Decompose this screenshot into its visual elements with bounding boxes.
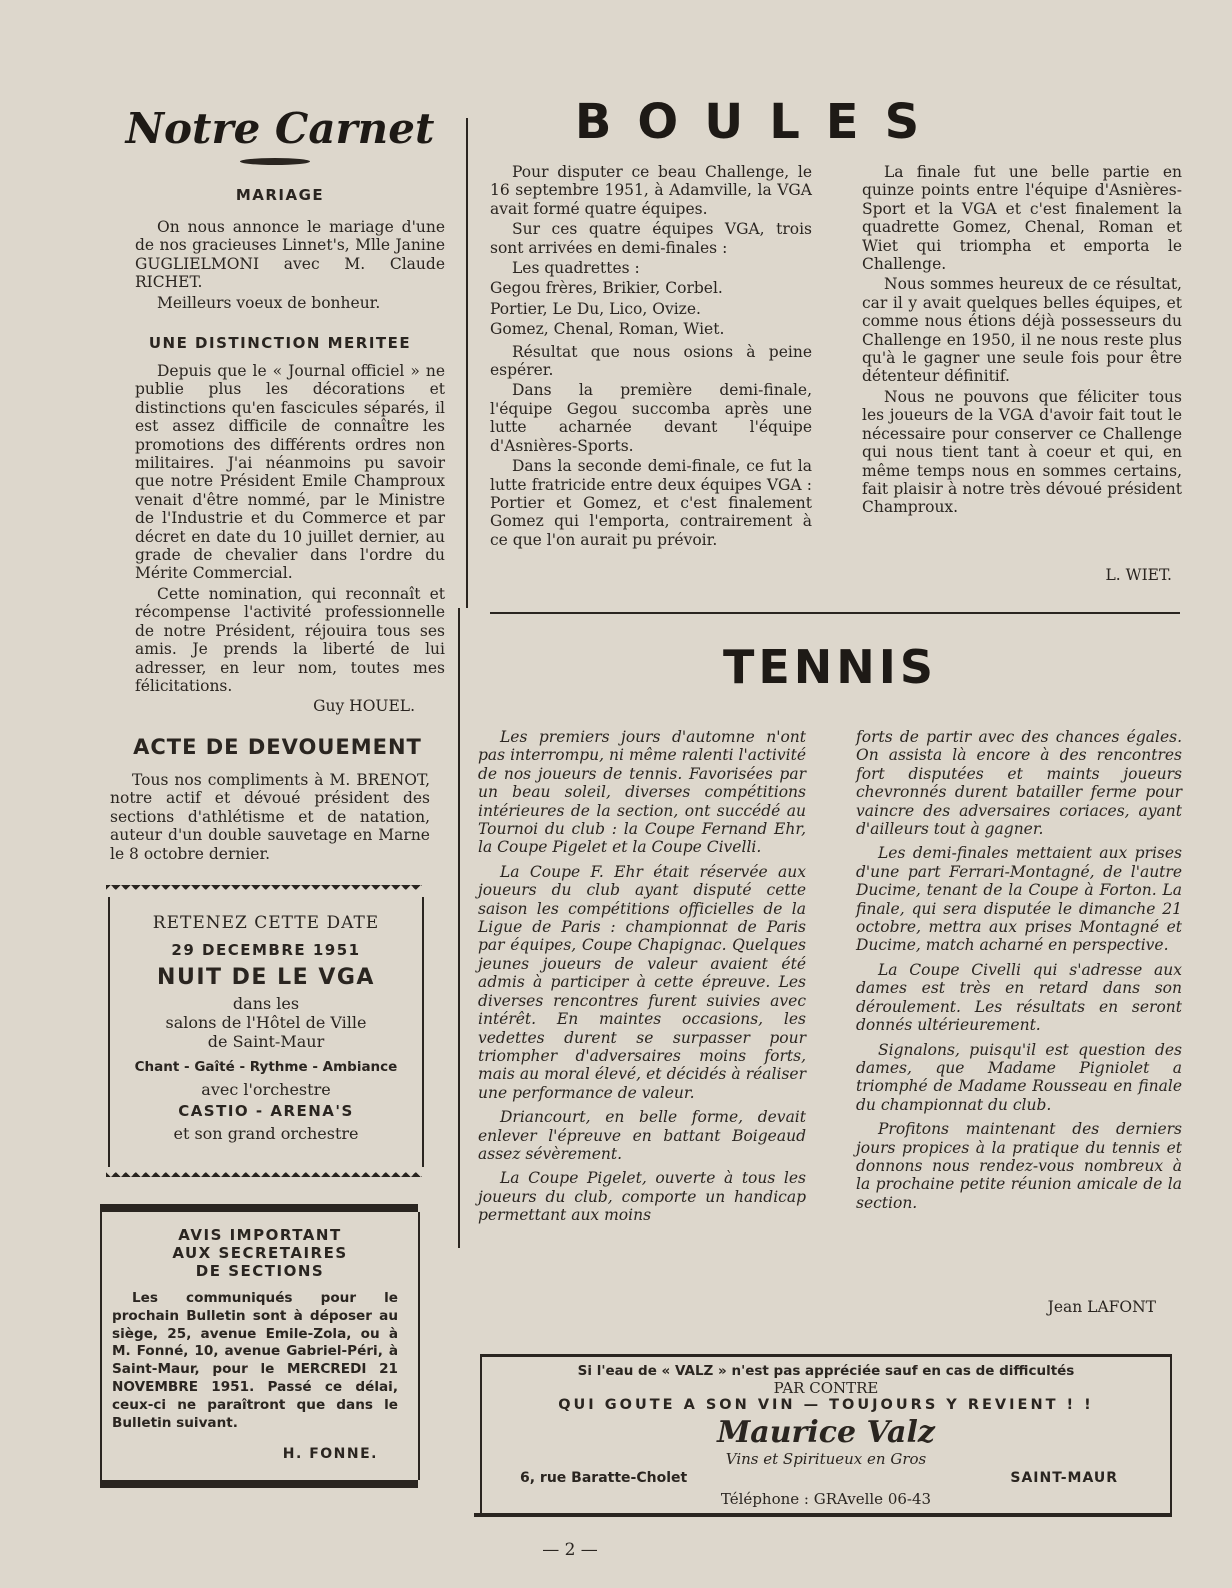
- boules-paragraph: Dans la première demi-finale, l'équipe Gegou succomba après une lutte acharnée devant l'équipe d'Asnières-Sports.: [490, 381, 812, 455]
- tennis-title: TENNIS: [722, 640, 938, 694]
- date-box-orchestra-intro: avec l'orchestre: [201, 1080, 331, 1099]
- mariage-paragraph: On nous annonce le mariage d'une de nos gracieuses Linnet's, Mlle Janine GUGLIELMONI avec M. Claude RICHET.: [135, 218, 445, 292]
- date-box-location-2: salons de l'Hôtel de Ville: [165, 1013, 367, 1032]
- tennis-paragraph: forts de partir avec des chances égales. On assista là encore à des rencontres fort disputées et maints joueurs chevronnés durent batailler ferme pour vaincre des adversaires coriaces, ayant d'ailleurs tout à gagner.: [856, 728, 1182, 839]
- ad-brand: Maurice Valz: [717, 1415, 935, 1450]
- avis-heading-3: DE SECTIONS: [195, 1262, 325, 1280]
- tennis-paragraph: Profitons maintenant des derniers jours propices à la pratique du tennis et donnons nous rendez-vous nombreux à la prochaine petite réunion amicale de la section.: [856, 1120, 1182, 1212]
- tennis-signature: Jean LAFONT: [1047, 1298, 1156, 1316]
- ad-line-3: QUI GOUTE A SON VIN — TOUJOURS Y REVIENT ! !: [558, 1397, 1094, 1413]
- distinction-paragraph: Cette nomination, qui reconnaît et récompense l'activité professionnelle de notre Président, réjouira tous ses amis. Je prends la liberté de lui adresser, en leur nom, toutes mes félicitations.: [135, 584, 445, 695]
- page-number: — 2 —: [542, 1540, 598, 1560]
- avis-body: Les communiqués pour le prochain Bulletin sont à déposer au siège, 25, avenue Emile-Zola, ou à M. Fonné, 10, avenue Gabriel-Péri, à Saint-Maur, pour le MERCREDI 21 NOVEMBRE 1951. Passé ce délai, ceux-ci ne paraîtront que dans le Bulletin suivant.: [112, 1290, 398, 1431]
- boules-paragraph: Dans la seconde demi-finale, ce fut la lutte fratricide entre deux équipes VGA : Portier et Gomez, et c'est finalement Gomez qui l'emporta, contrairement à ce que l'on aurait pu prévoir.: [490, 457, 812, 549]
- tennis-column-1: [478, 728, 806, 1227]
- boules-title: BOULES: [574, 94, 946, 150]
- boules-paragraph: Nous sommes heureux de ce résultat, car il y avait quelques belles équipes, et comme nous étions déjà possesseurs du Challenge en 1950, il ne nous reste plus qu'à le gagner une seule fois pour être détenteur définitif.: [862, 275, 1182, 386]
- tennis-paragraph: La Coupe Pigelet, ouverte à tous les joueurs du club, comporte un handicap permettant aux moins: [478, 1169, 806, 1225]
- date-box-bottom-border: [106, 1167, 422, 1177]
- tennis-column-2: [856, 728, 1182, 1214]
- date-box-tagline: Chant - Gaîté - Rythme - Ambiance: [134, 1059, 398, 1075]
- distinction-text: [135, 362, 445, 697]
- avis-signature: H. FONNE.: [282, 1446, 378, 1463]
- boules-paragraph: Nous ne pouvons que féliciter tous les joueurs de la VGA d'avoir fait tout le nécessaire pour conserver ce Challenge qui nous tient tant à coeur et qui, en même temps nous en sommes certains, fait plaisir à notre très dévoué président Champroux.: [862, 387, 1182, 517]
- title-ornament: [240, 158, 310, 165]
- ad-line-1: Si l'eau de « VALZ » n'est pas appréciée sauf en cas de difficultés: [577, 1363, 1075, 1379]
- date-box-location-3: de Saint-Maur: [207, 1032, 325, 1051]
- boules-paragraph: Résultat que nous osions à peine espérer.: [490, 342, 812, 380]
- date-box-date: 29 DECEMBRE 1951: [171, 941, 361, 959]
- devouement-paragraph: Tous nos compliments à M. BRENOT, notre actif et dévoué président des sections d'athlétisme et de natation, auteur d'un double sauvetage en Marne le 8 octobre dernier.: [110, 771, 430, 863]
- date-box-top-border: [106, 885, 422, 895]
- ad-bottom-rule: [474, 1513, 1172, 1517]
- mariage-text: [135, 218, 445, 314]
- boules-signature: L. WIET.: [1105, 566, 1172, 584]
- carnet-title: Notre Carnet: [125, 104, 435, 153]
- boules-separator: [490, 612, 1180, 614]
- tennis-paragraph: Signalons, puisqu'il est question des dames, que Madame Pigniolet a triomphé de Madame Rousseau en finale du championnat du club.: [856, 1040, 1182, 1114]
- distinction-heading: UNE DISTINCTION MERITEE: [148, 334, 412, 352]
- tennis-paragraph: Driancourt, en belle forme, devait enlever l'épreuve en battant Boigeaud assez sévèrement.: [478, 1108, 806, 1163]
- boules-paragraph: Pour disputer ce beau Challenge, le 16 septembre 1951, à Adamville, la VGA avait formé quatre équipes.: [490, 163, 812, 218]
- boules-paragraph: La finale fut une belle partie en quinze points entre l'équipe d'Asnières-Sport et la VGA et c'est finalement la quadrette Gomez, Chenal, Roman et Wiet qui triompha et emporta le Challenge.: [862, 163, 1182, 274]
- devouement-heading: ACTE DE DEVOUEMENT: [133, 735, 422, 759]
- ad-address: 6, rue Baratte-Cholet: [520, 1470, 688, 1486]
- tennis-paragraph: Les premiers jours d'automne n'ont pas interrompu, ni même ralenti l'activité de nos joueurs de tennis. Favorisées par un beau soleil, diverses compétitions intérieures de la section, ont succédé au Tournoi du club : la Coupe Fernand Ehr, la Coupe Pigelet et la Coupe Civelli.: [478, 728, 806, 857]
- date-box-location-1: dans les: [232, 994, 300, 1013]
- boules-column-2: [862, 163, 1182, 519]
- tennis-paragraph: Les demi-finales mettaient aux prises d'une part Ferrari-Montagné, de l'autre Ducime, tenant de la Coupe à Forton. La finale, qui sera disputée le dimanche 21 octobre, mettra aux prises Montagné et Ducime, match acharné en perspective.: [856, 844, 1182, 955]
- date-box-orchestra: CASTIO - ARENA'S: [178, 1102, 354, 1120]
- column-divider: [466, 118, 468, 608]
- ad-box: [480, 1357, 1172, 1513]
- date-box-orchestra-outro: et son grand orchestre: [173, 1124, 359, 1143]
- avis-heading-1: AVIS IMPORTANT: [178, 1226, 342, 1244]
- tennis-paragraph: La Coupe Civelli qui s'adresse aux dames est très en retard dans son déroulement. Les résultats en seront donnés ultérieurement.: [856, 960, 1182, 1035]
- date-box: [108, 897, 424, 1167]
- boules-team: Gomez, Chenal, Roman, Wiet.: [490, 320, 725, 339]
- ad-address-row: [482, 1470, 1170, 1490]
- boules-paragraph: Les quadrettes :: [512, 259, 640, 278]
- ad-city: SAINT-MAUR: [1010, 1470, 1118, 1486]
- column-divider-lower: [458, 608, 460, 1248]
- boules-paragraph: Sur ces quatre équipes VGA, trois sont arrivées en demi-finales :: [490, 220, 812, 257]
- date-box-retenez: RETENEZ CETTE DATE: [152, 913, 380, 933]
- boules-team: Portier, Le Du, Lico, Ovize.: [490, 299, 701, 318]
- distinction-signature: Guy HOUEL.: [313, 697, 415, 715]
- avis-box: [100, 1212, 420, 1480]
- boules-team: Gegou frères, Brikier, Corbel.: [490, 279, 723, 298]
- mariage-wishes: Meilleurs voeux de bonheur.: [157, 293, 381, 312]
- boules-column-1: [490, 163, 812, 551]
- ad-subtitle: Vins et Spiritueux en Gros: [725, 1450, 927, 1468]
- ad-line-2: PAR CONTRE: [773, 1379, 879, 1397]
- tennis-paragraph: La Coupe F. Ehr était réservée aux joueurs du club ayant disputé cette saison les compétitions officielles de la Ligue de Paris : championnat de Paris par équipes, Coupe Chapignac. Quelques jeunes joueurs de valeur avaient été admis à participer à cette épreuve. Les diverses rencontres furent suivies avec intérêt. En maintes occasions, les vedettes durent se surpasser pour triompher d'adversaires moins forts, mais au moral élevé, et décidés à réaliser une performance de valeur.: [478, 862, 806, 1102]
- ad-phone: Téléphone : GRAvelle 06-43: [720, 1490, 932, 1508]
- avis-heading-2: AUX SECRETAIRES: [172, 1244, 348, 1262]
- mariage-heading: MARIAGE: [235, 186, 325, 204]
- date-box-event: NUIT DE LE VGA: [157, 965, 375, 990]
- devouement-text: [110, 771, 430, 865]
- avis-bottom-bar: [100, 1480, 418, 1488]
- distinction-paragraph: Depuis que le « Journal officiel » ne publie plus les décorations et distinctions qu'en fascicules séparés, il est assez difficile de connaître les promotions des différents ordres non militaires. J'ai néanmoins pu savoir que notre Président Emile Champroux venait d'être nommé, par le Ministre de l'Industrie et du Commerce et par décret en date du 10 juillet dernier, au grade de chevalier dans l'ordre du Mérite Commercial.: [135, 362, 445, 583]
- avis-top-bar: [100, 1204, 418, 1212]
